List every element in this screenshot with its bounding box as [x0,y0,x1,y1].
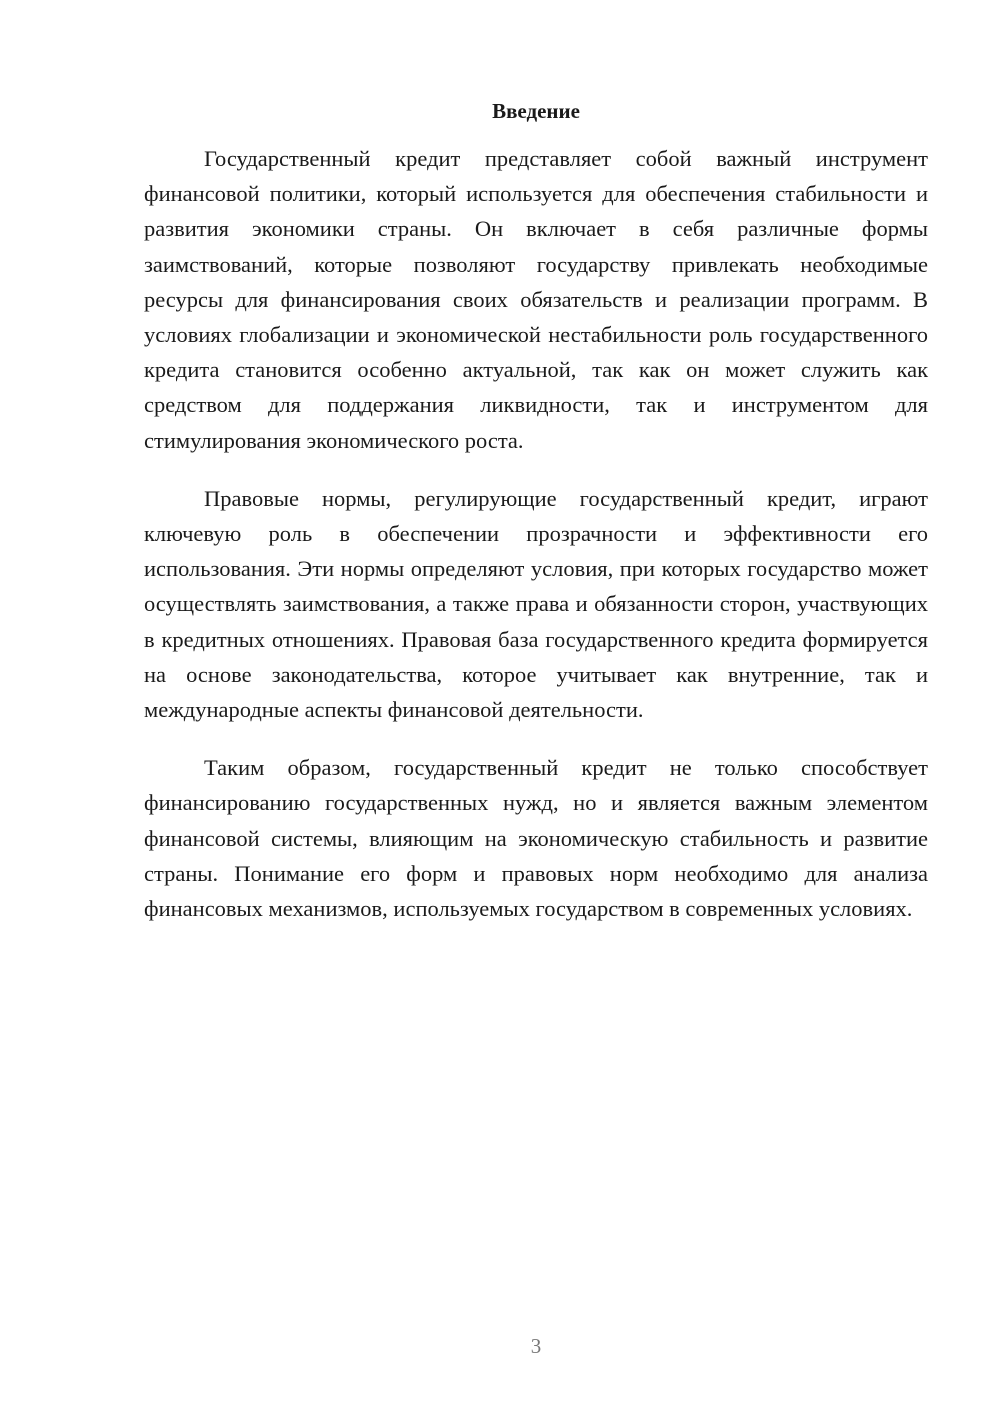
section-heading: Введение [492,99,580,123]
paragraph-1: Государственный кредит представляет собой важный инструмент финансовой политики, который используется для обеспечения стабильности и развития экономики страны. Он включает в себя различные формы заимствований, которые позволяют государству привлекать необходимые ресурсы для финансирования своих обязательств и реализации программ. В условиях глобализации и экономической нестабильности роль государственного кредита становится особенно актуальной, так как он может служить как средством для поддержания ликвидности, так и инструментом для стимулирования экономического роста. [144,146,928,453]
page-number: 3 [530,1334,542,1358]
paragraph-3: Таким образом, государственный кредит не только способствует финансированию государственных нужд, но и является важным элементом финансовой системы, влияющим на экономическую стабильность и развитие страны. Понимание его форм и правовых норм необходимо для анализа финансовых механизмов, используемых государством в современных условиях. [144,755,928,922]
paragraph-2: Правовые нормы, регулирующие государственный кредит, играют ключевую роль в обеспечении прозрачности и эффективности его использования. Эти нормы определяют условия, при которых государство может осуществлять заимствования, а также права и обязанности сторон, участвующих в кредитных отношениях. Правовая база государственного кредита формируется на основе законодательства, которое учитывает как внутренние, так и международные аспекты финансовой деятельности. [144,485,928,723]
body-text [144,141,928,949]
